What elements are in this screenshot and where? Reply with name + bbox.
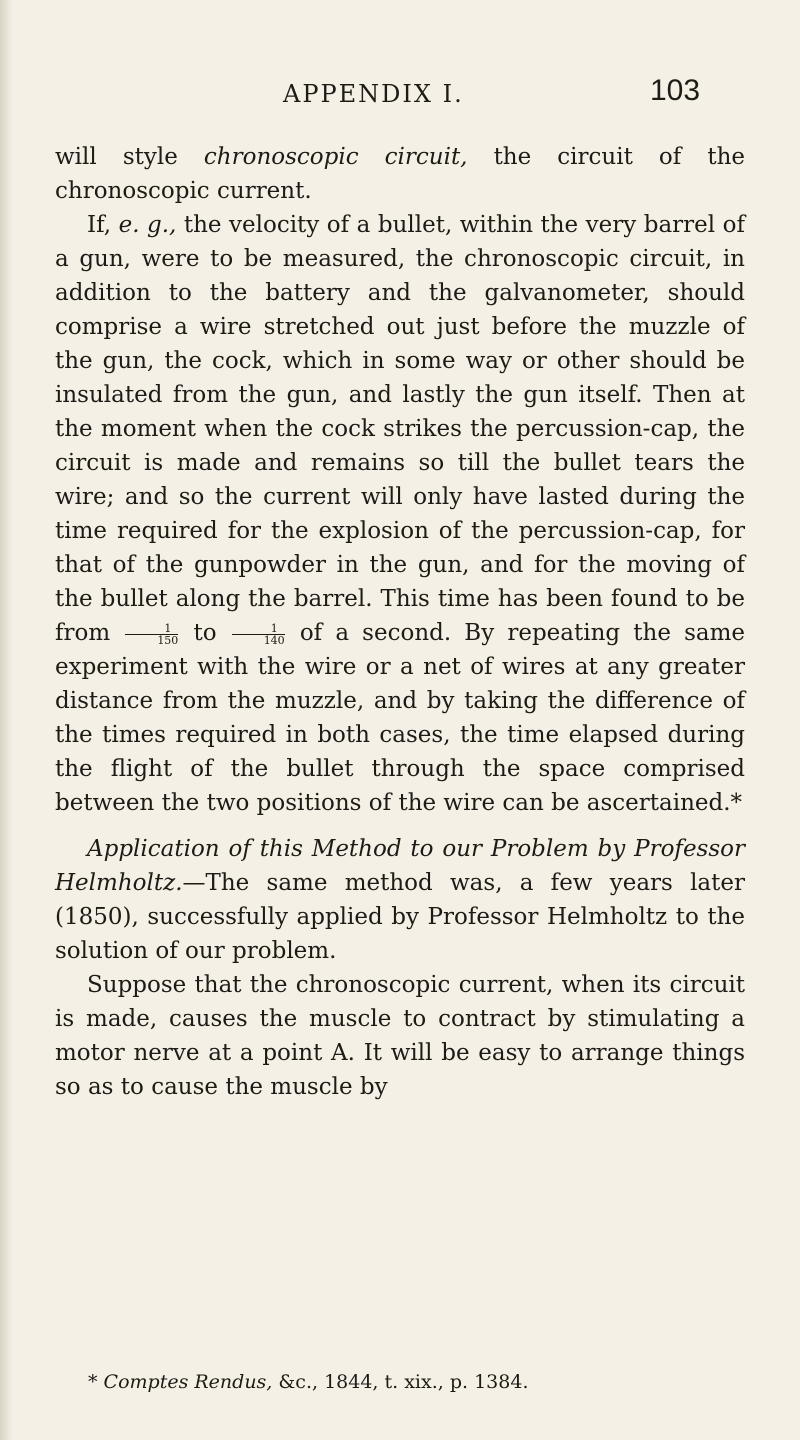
fraction-1-150 (125, 623, 178, 646)
paragraph-2 (55, 208, 745, 820)
footnote-marker: * (88, 1371, 104, 1393)
p3-italic-heading: Application of this Method to our Problem by Professor Helmholtz. (55, 836, 745, 896)
p3-text-b: —The same method was, a few years later (1850), successfully applied by Professor Helmholtz to the solution of our problem. (55, 870, 745, 964)
body-text (55, 140, 745, 1104)
paragraph-1 (55, 140, 745, 208)
p1-italic: chronoscopic circuit, (203, 144, 468, 170)
page-number: 103 (650, 74, 701, 107)
page-header (0, 74, 800, 120)
footnote-italic: Comptes Rendus, (103, 1371, 273, 1393)
p1-text-a: will style (55, 144, 204, 170)
p2-to: to (193, 620, 217, 646)
frac1-numerator: 1 (125, 623, 178, 635)
frac1-denominator: 150 (157, 633, 179, 647)
footnote (88, 1370, 748, 1394)
frac2-numerator: 1 (232, 623, 285, 635)
frac2-denominator: 140 (263, 633, 285, 647)
fraction-1-140 (232, 623, 285, 646)
page-gutter (0, 0, 14, 1440)
running-head: APPENDIX I. (283, 80, 464, 108)
p2-text-a: If, (87, 212, 119, 238)
p1-text-b: the circuit of the chronoscopic current. (55, 144, 745, 204)
paragraph-3 (55, 832, 745, 968)
p2-italic: e. g., (118, 212, 177, 238)
paragraph-4: Suppose that the chronoscopic current, when its circuit is made, causes the muscle to contract by stimulating a motor nerve at a point A. It will be easy to arrange things so as to cause the muscle by (55, 972, 745, 1100)
p2-text-c: of a second. By repeating the same experiment with the wire or a net of wires at any greater distance from the muzzle, and by taking the difference of the times required in both cases, the time elapsed during the flight of the bullet through the space comprised between the two positions of the wire can be ascertained.* (55, 620, 746, 816)
footnote-text: &c., 1844, t. xix., p. 1384. (272, 1371, 529, 1393)
p2-text-b: the velocity of a bullet, within the very barrel of a gun, were to be measured, the chronoscopic circuit, in addition to the battery and the galvanometer, should comprise a wire stretched out just before the muzzle of the gun, the cock, which in some way or other should be insulated from the gun, and lastly the gun itself. Then at the moment when the cock strikes the percussion-cap, the circuit is made and remains so till the bullet tears the wire; and so the current will only have lasted during the time required for the explosion of the percussion-cap, for that of the gunpowder in the gun, and for the moving of the bullet along the barrel. This time has been found to be from (55, 212, 745, 646)
